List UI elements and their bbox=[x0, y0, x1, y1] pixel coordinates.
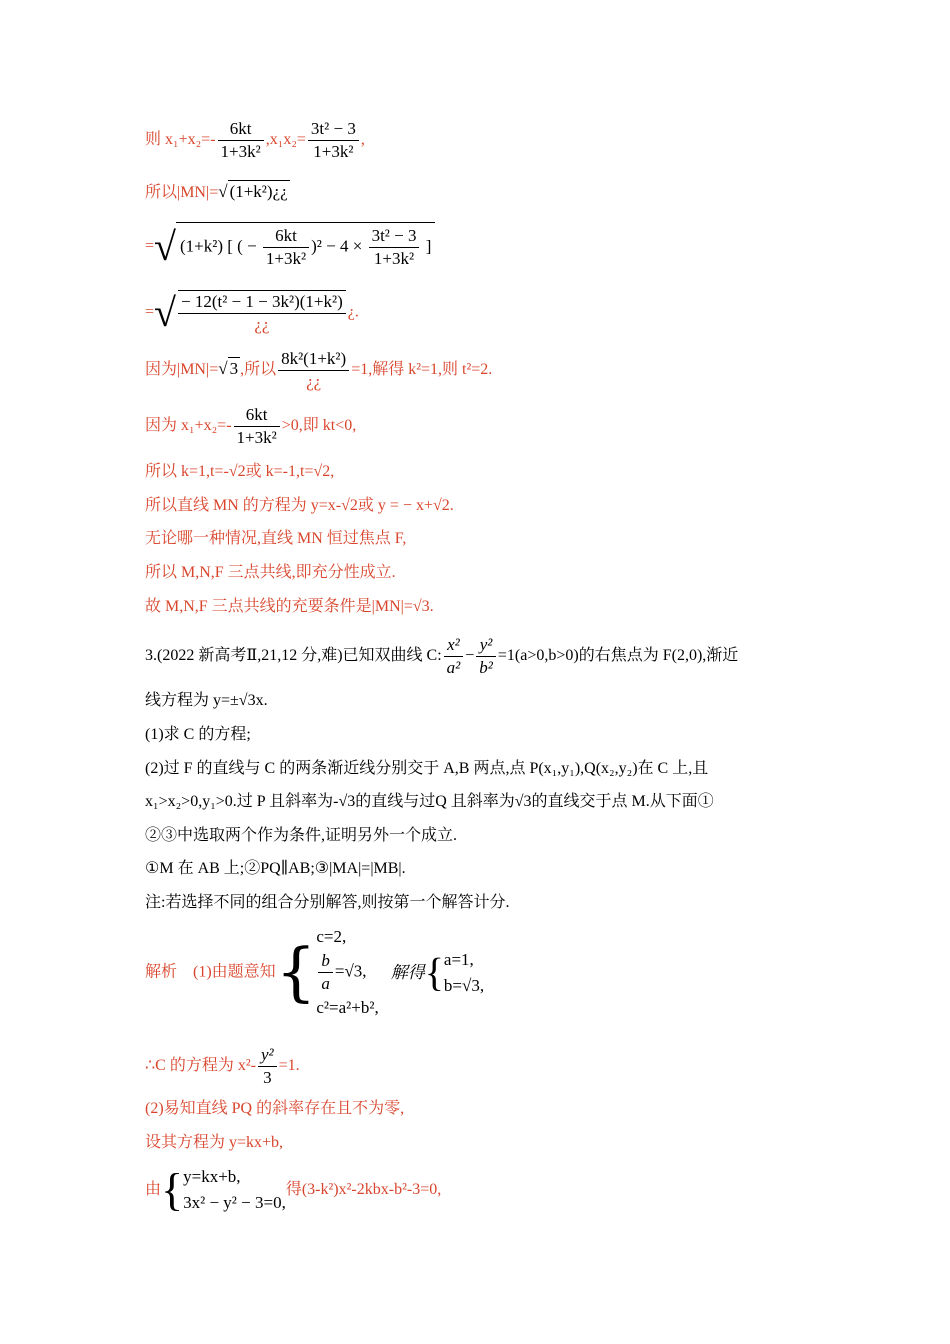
solution-line-4: =√ $\frac{\text{− 12(t² − 1 − 3k²)(1+k²)}}{¿¿}$ ¿. bbox=[145, 290, 359, 335]
solution-line-7: 所以 k=1,t=-√2或 k=-1,t=√2, bbox=[145, 463, 335, 480]
solution-line-10: 所以 M,N,F 三点共线,即充分性成立. bbox=[145, 564, 396, 581]
solution-p2-1: (2)易知直线 PQ 的斜率存在且不为零, bbox=[145, 1100, 405, 1117]
fraction: $\frac{6kt}{\text{1+3k²}}$ bbox=[218, 118, 264, 163]
problem-line-2: 线方程为 y=±√3x. bbox=[145, 692, 268, 709]
solution-line-9: 无论哪一种情况,直线 MN 恒过焦点 F, bbox=[145, 530, 407, 547]
radical: √ (1+k²)¿¿ bbox=[218, 182, 288, 201]
solution-part1: 解析 (1)由题意知{ c=2, $\frac{b}{a}$ =√3, c²=a²+b², 解得{ a=1, b=√3, bbox=[145, 924, 484, 1021]
brace: { bbox=[275, 935, 317, 1010]
problem-q2c: ②③中选取两个作为条件,证明另外一个成立. bbox=[145, 827, 458, 844]
radical-sign: √ bbox=[154, 224, 176, 269]
equation-system: c=2, $\frac{b}{a}$ =√3, c²=a²+b², bbox=[316, 927, 379, 1017]
problem-q1: (1)求 C 的方程; bbox=[145, 726, 251, 743]
problem-note: 注:若选择不同的组合分别解答,则按第一个解答计分. bbox=[145, 894, 510, 911]
problem-q2b: x₁>x₂>0,y₁>0.过 P 且斜率为-√3的直线与过Q 且斜率为√3的直线交于点 M.从下面① bbox=[145, 793, 714, 810]
equation-system-line: y=kx+b, 3x² − y² − 3=0, bbox=[183, 1167, 286, 1212]
fraction: $\frac{\text{3t² − 3}}{\text{1+3k²}}$ bbox=[308, 118, 359, 163]
solution-line-11: 故 M,N,F 三点共线的充要条件是|MN|=√3. bbox=[145, 598, 434, 615]
solution-result: ∴C 的方程为 x²- $\frac{\text{y²}}{3}$ =1. bbox=[145, 1045, 300, 1087]
solution-line-6: 因为 x₁+x₂=- $\frac{6kt}{\text{1+3k²}}$ >0,即 kt<0, bbox=[145, 405, 357, 447]
solution-line-3: =√ (1+k²) [ ( − $\frac{6kt}{\text{1+3k²}}$ )² − 4 × $\frac{\text{3t² − 3}}{\text{1+3k²}}$ ] bbox=[145, 222, 435, 272]
problem-header: 3.(2022 新高考Ⅱ,21,12 分,难)已知双曲线 C: $\frac{\text{x²}}{\text{a²}}$ − $\frac{\text{y²}}{\text{b²}}$ =1(a>0,b>0)的右焦点为 F(2,0),渐近 bbox=[145, 635, 739, 677]
text: 则 x₁+x₂=- bbox=[145, 131, 216, 149]
solution-line-5: 因为|MN|=√ 3 ,所以 $\frac{\text{8k²(1+k²)}}{¿¿}$ =1,解得 k²=1,则 t²=2. bbox=[145, 349, 493, 391]
text: ,x₁x₂= bbox=[265, 131, 306, 149]
equation-system-result: a=1, b=√3, bbox=[443, 949, 485, 995]
problem-q2d: ①M 在 AB 上;②PQ∥AB;③|MA|=|MB|. bbox=[145, 860, 406, 877]
solution-p2-2: 设其方程为 y=kx+b, bbox=[145, 1134, 284, 1151]
solution-line-2: 所以|MN|=√ (1+k²)¿¿ bbox=[145, 182, 288, 201]
problem-q2a: (2)过 F 的直线与 C 的两条渐近线分别交于 A,B 两点,点 P(x₁,y₁),Q(x₂,y₂)在 C 上,且 bbox=[145, 760, 709, 777]
solution-line-1: 则 x₁+x₂=- $\frac{6kt}{\text{1+3k²}}$ ,x₁x₂= $\frac{\text{3t² − 3}}{\text{1+3k²}}$ , bbox=[145, 119, 365, 161]
solution-line-8: 所以直线 MN 的方程为 y=x-√2或 y = − x+√2. bbox=[145, 497, 454, 514]
solution-p2-3: 由{ y=kx+b, 3x² − y² − 3=0, 得(3-k²)x²-2kbx-b²-3=0, bbox=[145, 1164, 442, 1215]
